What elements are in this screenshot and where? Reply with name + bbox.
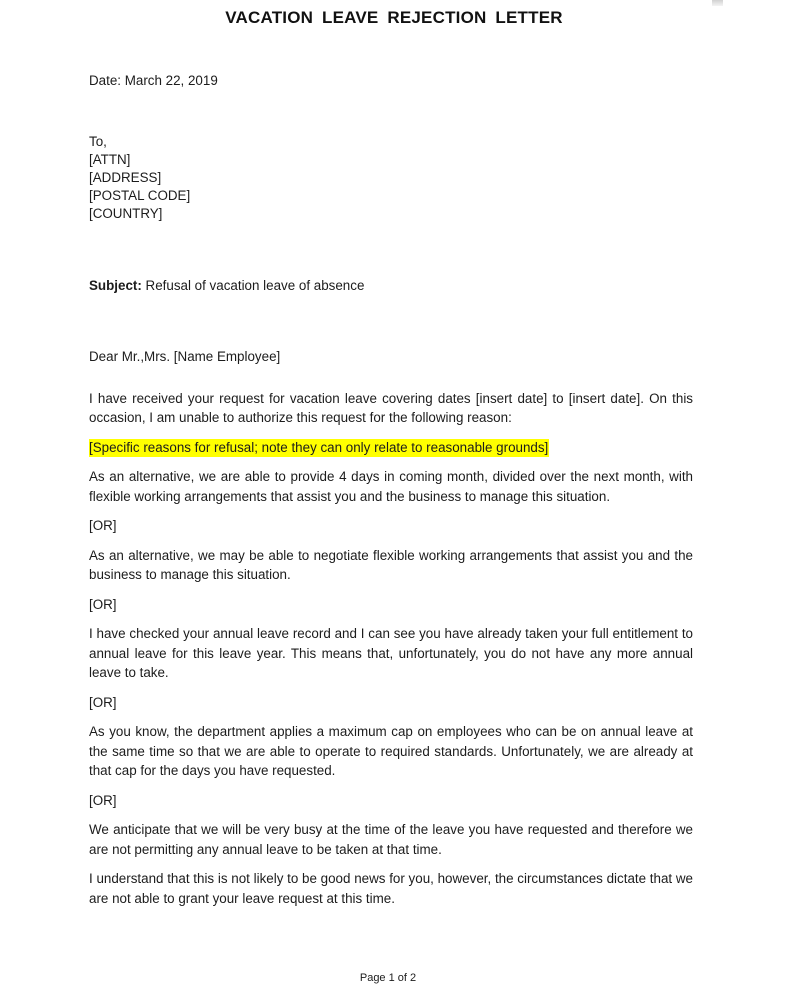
recipient-line: To, <box>89 133 107 149</box>
body-paragraph: I understand that this is not likely to be good news for you, however, the circumstances dictate that we are not able to grant your leave request at this time. <box>89 871 693 906</box>
or-separator: [OR] <box>89 518 117 533</box>
body-paragraph: As you know, the department applies a maximum cap on employees who can be on annual leave at the same time so that we are able to operate to required standards. Unfortunately, we are already at that cap for the days you have requested. <box>89 724 693 778</box>
or-separator: [OR] <box>89 596 117 612</box>
recipient-block <box>89 133 693 223</box>
page-corner-artifact <box>712 0 723 6</box>
page-number-footer: Page 1 of 2 <box>359 972 417 984</box>
letter-body <box>89 389 693 909</box>
or-separator: [OR] <box>89 792 117 808</box>
subject-line <box>89 276 693 296</box>
recipient-line: [POSTAL CODE] <box>89 187 191 203</box>
body-paragraph: As an alternative, we may be able to negotiate flexible working arrangements that assist you and the business to manage this situation. <box>89 547 693 582</box>
subject-text: Refusal of vacation leave of absence <box>141 277 365 293</box>
highlighted-paragraph <box>89 438 693 458</box>
recipient-line: [ATTN] <box>89 151 131 167</box>
body-paragraph: As an alternative, we are able to provide 4 days in coming month, divided over the next month, with flexible working arrangements that assist you and the business to manage this situation. <box>89 469 693 504</box>
body-paragraph: We anticipate that we will be very busy at the time of the leave you have requested and therefore we are not permitting any annual leave to be taken at that time. <box>89 822 693 857</box>
letter-content <box>89 71 693 908</box>
body-paragraph: I have received your request for vacation leave covering dates [insert date] to [insert date]. On this occasion, I am unable to authorize this request for the following reason: <box>89 390 693 425</box>
or-separator: [OR] <box>89 694 117 710</box>
body-paragraph: I have checked your annual leave record and I can see you have already taken your full entitlement to annual leave for this leave year. This means that, unfortunately, you do not have any more annual leave to take. <box>89 626 693 680</box>
date-line: Date: March 22, 2019 <box>89 73 218 88</box>
highlighted-text: [Specific reasons for refusal; note they can only relate to reasonable grounds] <box>89 439 549 455</box>
recipient-line: [ADDRESS] <box>89 169 162 185</box>
subject-label: Subject: <box>89 277 142 293</box>
page-title: VACATION LEAVE REJECTION LETTER <box>225 8 563 27</box>
recipient-line: [COUNTRY] <box>89 205 163 221</box>
salutation: Dear Mr.,Mrs. [Name Employee] <box>89 349 281 364</box>
